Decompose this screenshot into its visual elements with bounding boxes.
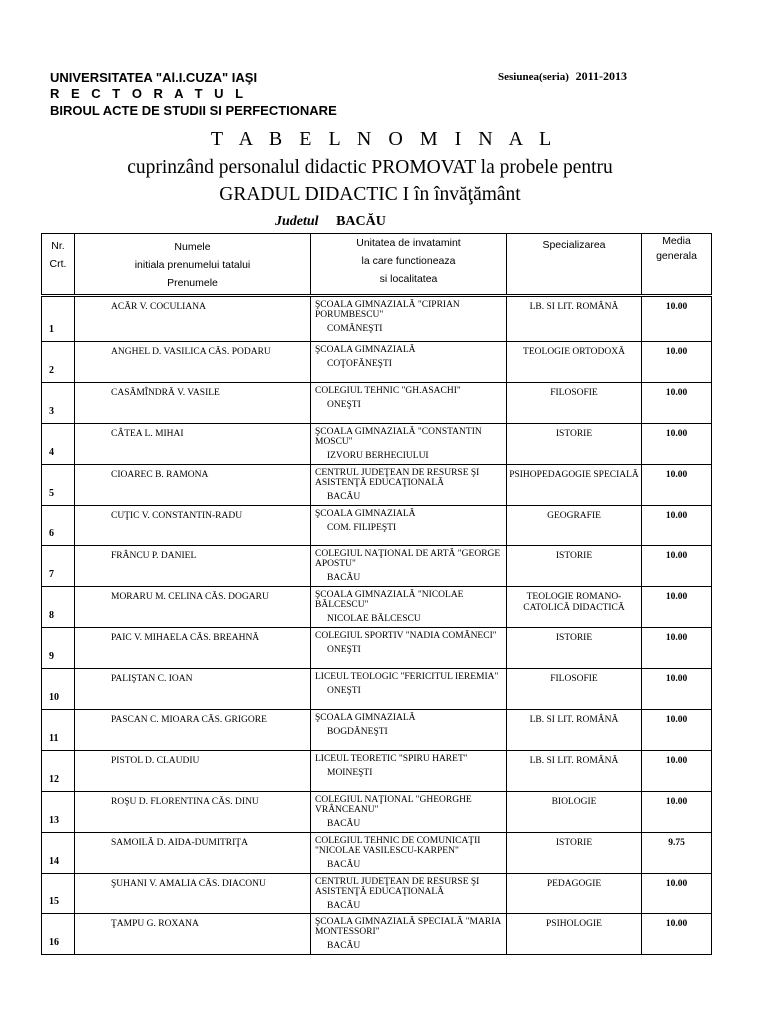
school-cell [311,914,507,955]
school-name: ŞCOALA GIMNAZIALĂ "CIPRIAN PORUMBESCU" [315,300,460,320]
specialization: FILOSOFIE [507,382,642,423]
table-row [42,546,712,587]
school-name: ŞCOALA GIMNAZIALĂ [315,508,416,519]
university-name: UNIVERSITATEA "Al.I.CUZA" IAŞI [50,70,258,85]
school-locality: COŢOFĂNEŞTI [327,359,392,369]
teacher-name: ANGHEL D. VASILICA CĂS. PODARU [75,342,311,383]
table-row [42,669,712,710]
teacher-name: PASCAN C. MIOARA CĂS. GRIGORE [75,710,311,751]
row-number: 7 [49,569,54,581]
row-number: 5 [49,487,54,499]
average-grade: 10.00 [642,423,712,464]
school-cell [311,710,507,751]
table-row [42,873,712,914]
row-number: 8 [49,610,54,622]
average-grade: 10.00 [642,505,712,546]
row-number-cell [42,873,75,914]
header-nr-line: Nr. [51,240,65,252]
header-name [75,234,311,295]
specialization: BIOLOGIE [507,791,642,832]
header-name-line: initiala prenumelui tatalui [134,259,251,271]
teacher-name: ŢAMPU G. ROXANA [75,914,311,955]
specialization: LB. SI LIT. ROMÂNĂ [507,297,642,342]
specialization: TEOLOGIE ROMANO-CATOLICĂ DIDACTICĂ [507,587,642,628]
table-row [42,791,712,832]
office-name: BIROUL ACTE DE STUDII SI PERFECTIONARE [50,103,337,118]
header-unit-line: Unitatea de invatamint [356,237,461,249]
school-name: LICEUL TEORETIC "SPIRU HARET" [315,753,468,764]
header-unit [311,234,507,295]
average-grade: 10.00 [642,546,712,587]
row-number: 11 [49,732,59,744]
school-cell [311,423,507,464]
average-grade: 10.00 [642,710,712,751]
school-cell [311,832,507,873]
teacher-name: FRÂNCU P. DANIEL [75,546,311,587]
row-number-cell [42,669,75,710]
school-locality: BACĂU [327,818,361,829]
school-locality: BACĂU [327,859,361,870]
school-cell [311,505,507,546]
specialization: PEDAGOGIE [507,873,642,914]
school-locality: MOINEŞTI [327,767,373,778]
subtitle-line-1: cuprinzând personalul didactic PROMOVAT la probele pentru [127,157,613,178]
table-row [42,423,712,464]
average-grade: 10.00 [642,914,712,955]
teacher-name: MORARU M. CELINA CĂS. DOGARU [75,587,311,628]
school-name: CENTRUL JUDEŢEAN DE RESURSE ŞI ASISTENŢĂ EDUCAŢIONALĂ [315,467,480,488]
row-number-cell [42,382,75,423]
average-grade: 10.00 [642,750,712,791]
school-locality: NICOLAE BĂLCESCU [327,614,421,625]
school-locality: BACĂU [327,573,361,584]
school-cell [311,791,507,832]
school-cell [311,546,507,587]
school-locality: ONEŞTI [327,645,361,656]
row-number-cell [42,297,75,342]
session-info [498,69,627,84]
school-cell [311,342,507,383]
row-number: 4 [49,446,54,458]
school-name: COLEGIUL NAŢIONAL DE ARTĂ "GEORGE APOSTU" [315,549,501,570]
row-number-cell [42,710,75,751]
document-title: T A B E L N O M I N A L [210,128,558,150]
school-name: ŞCOALA GIMNAZIALĂ [315,345,416,355]
row-number-cell [42,464,75,505]
table-row [42,710,712,751]
school-locality: BACĂU [327,941,361,952]
header-media-line: generala [656,250,697,262]
county-value: BACĂU [336,214,386,229]
row-number: 16 [49,937,59,949]
row-number: 6 [49,528,54,540]
table-row [42,382,712,423]
teacher-name: CIOAREC B. RAMONA [75,464,311,505]
teacher-name: ACĂR V. COCULIANA [75,297,311,342]
specialization: ISTORIE [507,628,642,669]
school-cell [311,628,507,669]
subtitle-line-2: GRADUL DIDACTIC I în învăţământ [219,184,521,205]
teacher-name: CUŢIC V. CONSTANTIN-RADU [75,505,311,546]
table-row [42,505,712,546]
school-locality: ONEŞTI [327,686,361,697]
school-name: ŞCOALA GIMNAZIALĂ "NICOLAE BĂLCESCU" [315,590,464,611]
row-number-cell [42,791,75,832]
school-name: ŞCOALA GIMNAZIALĂ SPECIALĂ "MARIA MONTESSORI" [315,917,501,938]
average-grade: 10.00 [642,791,712,832]
results-table [41,296,712,955]
row-number-cell [42,832,75,873]
school-locality: IZVORU BERHECIULUI [327,450,429,461]
school-cell [311,750,507,791]
table-row [42,464,712,505]
table-row [42,342,712,383]
row-number-cell [42,750,75,791]
school-name: COLEGIUL TEHNIC "GH.ASACHI" [315,385,461,396]
teacher-name: PALIŞTAN C. IOAN [75,669,311,710]
school-name: ŞCOALA GIMNAZIALĂ "CONSTANTIN MOSCU" [315,426,482,447]
header-spec-line: Specializarea [542,239,606,251]
header-nr [42,234,75,295]
row-number-cell [42,914,75,955]
header-unit-line: si localitatea [379,273,438,285]
header-nr-line: Crt. [49,258,67,270]
header-name-line: Prenumele [167,277,218,289]
session-years: 2011-2013 [575,69,627,83]
school-name: COLEGIUL SPORTIV "NADIA COMĂNECI" [315,631,497,642]
school-cell [311,669,507,710]
specialization: TEOLOGIE ORTODOXĂ [507,342,642,383]
header-media [642,234,712,295]
row-number: 12 [49,773,59,785]
row-number-cell [42,505,75,546]
row-number-cell [42,628,75,669]
average-grade: 9.75 [642,832,712,873]
table-row [42,832,712,873]
average-grade: 10.00 [642,587,712,628]
teacher-name: SAMOILĂ D. AIDA-DUMITRIŢA [75,832,311,873]
row-number: 2 [49,364,54,376]
row-number: 10 [49,692,59,704]
school-cell [311,873,507,914]
specialization: ISTORIE [507,546,642,587]
row-number: 13 [49,814,59,826]
average-grade: 10.00 [642,297,712,342]
row-number: 1 [49,324,54,335]
school-locality: BACĂU [327,900,361,911]
average-grade: 10.00 [642,873,712,914]
row-number: 9 [49,651,54,663]
specialization: PSIHOLOGIE [507,914,642,955]
teacher-name: PISTOL D. CLAUDIU [75,750,311,791]
specialization: GEOGRAFIE [507,505,642,546]
table-row [42,628,712,669]
table-row [42,750,712,791]
teacher-name: CÂTEA L. MIHAI [75,423,311,464]
row-number: 15 [49,896,59,908]
table-row [42,587,712,628]
average-grade: 10.00 [642,342,712,383]
teacher-name: ŞUHANI V. AMALIA CĂS. DIACONU [75,873,311,914]
school-cell [311,587,507,628]
average-grade: 10.00 [642,464,712,505]
school-locality: COM. FILIPEŞTI [327,522,397,533]
row-number-cell [42,423,75,464]
specialization: LB. SI LIT. ROMÂNĂ [507,750,642,791]
teacher-name: PAIC V. MIHAELA CĂS. BREAHNĂ [75,628,311,669]
school-locality: BACĂU [327,491,361,502]
county-label: Judetul [275,214,319,229]
table-header [41,233,712,295]
school-name: LICEUL TEOLOGIC "FERICITUL IEREMIA" [315,672,499,683]
specialization: ISTORIE [507,423,642,464]
table-row [42,297,712,342]
row-number: 14 [49,855,59,867]
school-locality: ONEŞTI [327,399,361,410]
row-number-cell [42,546,75,587]
row-number-cell [42,587,75,628]
school-name: COLEGIUL NAŢIONAL "GHEORGHE VRÂNCEANU" [315,794,472,815]
row-number-cell [42,342,75,383]
header-name-line: Numele [174,241,211,253]
county-line [275,214,386,230]
header-media-line: Media [662,235,691,247]
specialization: FILOSOFIE [507,669,642,710]
table-row [42,914,712,955]
average-grade: 10.00 [642,669,712,710]
header-unit-line: la care functioneaza [361,255,456,267]
school-cell [311,464,507,505]
average-grade: 10.00 [642,382,712,423]
teacher-name: ROŞU D. FLORENTINA CĂS. DINU [75,791,311,832]
specialization: PSIHOPEDAGOGIE SPECIALĂ [507,464,642,505]
school-name: ŞCOALA GIMNAZIALĂ [315,713,416,724]
specialization: ISTORIE [507,832,642,873]
header-spec [507,234,642,295]
rectorat-label: R E C T O R A T U L [50,86,248,101]
school-locality: COMĂNEŞTI [327,324,383,334]
specialization: LB. SI LIT. ROMÂNĂ [507,710,642,751]
teacher-name: CASĂMÎNDRĂ V. VASILE [75,382,311,423]
school-name: COLEGIUL TEHNIC DE COMUNICAŢII "NICOLAE VASILESCU-KARPEN" [315,835,481,856]
school-name: CENTRUL JUDEŢEAN DE RESURSE ŞI ASISTENŢĂ EDUCAŢIONALĂ [315,876,480,897]
average-grade: 10.00 [642,628,712,669]
row-number: 3 [49,405,54,417]
session-label: Sesiunea(seria) [498,71,569,83]
school-locality: BOGDĂNEŞTI [327,727,388,738]
school-cell [311,382,507,423]
school-cell [311,297,507,342]
